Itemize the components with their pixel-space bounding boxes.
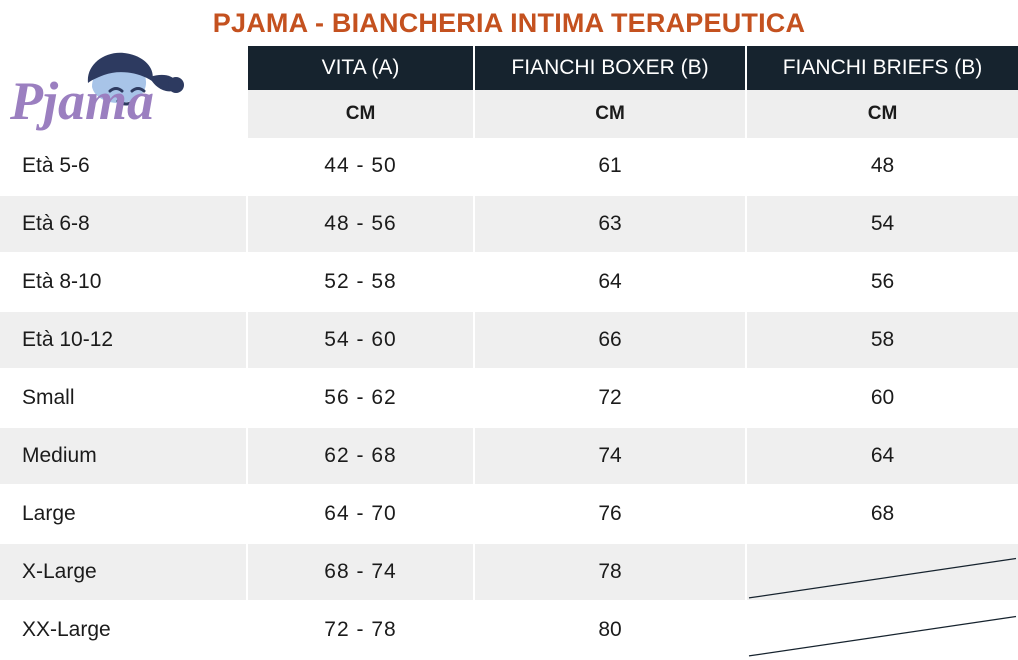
unit-boxer: CM	[474, 90, 746, 138]
row-briefs: 56	[746, 253, 1018, 311]
row-label: Età 5-6	[0, 138, 247, 195]
row-label: Età 6-8	[0, 195, 247, 253]
page-title: PJAMA - BIANCHERIA INTIMA TERAPEUTICA	[212, 7, 806, 38]
table-row	[0, 195, 1018, 253]
row-briefs: 54	[746, 195, 1018, 253]
row-label: Età 10-12	[0, 311, 247, 369]
row-briefs-empty	[746, 601, 1018, 659]
row-briefs-empty	[746, 543, 1018, 601]
table-head	[0, 46, 1018, 138]
row-vita: 64 - 70	[247, 485, 474, 543]
row-vita: 44 - 50	[247, 138, 474, 195]
diagonal-strike-icon	[747, 544, 1018, 600]
table-row	[0, 369, 1018, 427]
row-vita: 62 - 68	[247, 427, 474, 485]
row-boxer: 78	[474, 543, 746, 601]
table-row	[0, 485, 1018, 543]
row-briefs: 68	[746, 485, 1018, 543]
table-row	[0, 543, 1018, 601]
header-fianchi-briefs: FIANCHI BRIEFS (B)	[746, 46, 1018, 90]
page-title-bar	[0, 0, 1018, 46]
unit-vita: CM	[247, 90, 474, 138]
table-row	[0, 311, 1018, 369]
table-row	[0, 601, 1018, 659]
table-row	[0, 427, 1018, 485]
header-fianchi-boxer: FIANCHI BOXER (B)	[474, 46, 746, 90]
row-boxer: 61	[474, 138, 746, 195]
row-vita: 68 - 74	[247, 543, 474, 601]
row-boxer: 64	[474, 253, 746, 311]
row-label: Small	[0, 369, 247, 427]
row-briefs: 64	[746, 427, 1018, 485]
row-label: Large	[0, 485, 247, 543]
row-vita: 48 - 56	[247, 195, 474, 253]
row-boxer: 63	[474, 195, 746, 253]
row-briefs: 48	[746, 138, 1018, 195]
diagonal-strike-icon	[747, 602, 1018, 658]
pjama-logo-icon	[0, 47, 247, 137]
row-label: X-Large	[0, 543, 247, 601]
row-label: XX-Large	[0, 601, 247, 659]
row-label: Età 8-10	[0, 253, 247, 311]
brand-logo-cell	[0, 46, 247, 138]
row-vita: 52 - 58	[247, 253, 474, 311]
size-table	[0, 46, 1018, 660]
row-boxer: 74	[474, 427, 746, 485]
row-briefs: 58	[746, 311, 1018, 369]
row-vita: 54 - 60	[247, 311, 474, 369]
row-briefs: 60	[746, 369, 1018, 427]
unit-briefs: CM	[746, 90, 1018, 138]
row-boxer: 72	[474, 369, 746, 427]
header-vita: VITA (A)	[247, 46, 474, 90]
row-vita: 72 - 78	[247, 601, 474, 659]
row-label: Medium	[0, 427, 247, 485]
table-row	[0, 138, 1018, 195]
row-boxer: 66	[474, 311, 746, 369]
row-boxer: 80	[474, 601, 746, 659]
row-vita: 56 - 62	[247, 369, 474, 427]
row-boxer: 76	[474, 485, 746, 543]
table-header-row	[0, 46, 1018, 90]
table-body	[0, 138, 1018, 659]
pjama-logo	[0, 47, 247, 137]
svg-text:Pjama: Pjama	[10, 71, 154, 131]
table-row	[0, 253, 1018, 311]
